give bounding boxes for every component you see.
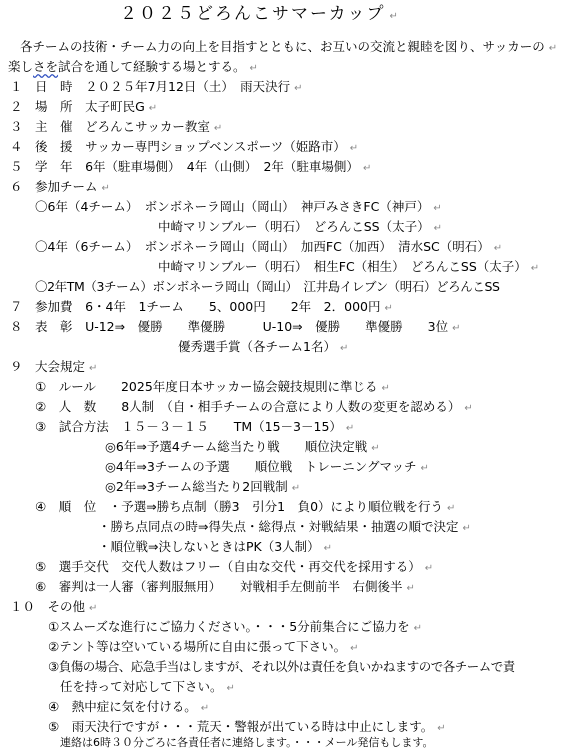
other-line: ④ 熱中症に気を付ける。 ↵: [48, 699, 210, 714]
intro-line-2: 楽しさを試合を通して経験する場とする。 ↵: [8, 59, 258, 74]
other-line: 連絡は6時３０分ごろに各責任者に連絡します。・・・メール発信もします。: [60, 736, 434, 749]
method-detail: ◎4年⇒3チームの予選 順位戦 トレーニングマッチ ↵: [105, 459, 429, 474]
awards-mvp: 優秀選手賞（各チーム1名） ↵: [178, 339, 349, 354]
item-fee: ７ 参加費 6・4年 1チーム 5、000円 2年 2．000円 ↵: [10, 299, 393, 314]
ranking-detail: ・順位戦⇒決しないときはPK（3人制） ↵: [98, 539, 333, 554]
other-line: ⑤ 雨天決行ですが・・・荒天・警報が出ている時は中止にします。 ↵: [48, 719, 446, 734]
rules-heading: ９ 大会規定 ↵: [10, 359, 98, 374]
players-line: ② 人 数 8人制 （自・相手チームの合意により人数の変更を認める） ↵: [35, 399, 473, 414]
item-awards: ８ 表 彰 U-12⇒ 優勝 準優勝 U-10⇒ 優勝 準優勝 3位 ↵: [10, 319, 461, 334]
participants-row: 〇4年（6チーム） ボンボネーラ岡山（岡山） 加西FC（加西） 清水SC（明石） ↵: [35, 239, 503, 254]
spell-check-underline: さを: [33, 59, 59, 74]
method-detail: ◎2年⇒3チーム総当たり2回戦制 ↵: [105, 479, 301, 494]
ranking-line: ④ 順 位 ・予選⇒勝ち点制（勝3 引分1 負0）により順位戦を行う ↵: [35, 499, 456, 514]
participants-row: 〇6年（4チーム） ボンボネーラ岡山（岡山） 神戸みさきFC（神戸） ↵: [35, 199, 442, 214]
other-line: ②テント等は空いている場所に自由に張って下さい。 ↵: [48, 639, 359, 654]
item-grades: ５ 学 年 6年（駐車場側） 4年（山側） 2年（駐車場側） ↵: [10, 159, 372, 174]
item-date: １ 日 時 ２０２５年7月12日（土） 雨天決行 ↵: [10, 79, 303, 94]
other-heading: １０ その他 ↵: [10, 599, 98, 614]
other-line: ③負傷の場合、応急手当はしますが、それ以外は責任を負いかねますので各チームで責: [48, 659, 515, 674]
participants-row: 〇2年TM（3チーム）ボンボネーラ岡山（岡山） 江井島イレブン（明石）どろんこSS: [35, 279, 500, 294]
participants-heading: ６ 参加チーム ↵: [10, 179, 110, 194]
participants-row: 中崎マリンブルー（明石） 相生FC（相生） どろんこSS（太子） ↵: [158, 259, 540, 274]
method-detail: ◎6年⇒予選4チーム総当たり戦 順位決定戦 ↵: [105, 439, 380, 454]
referee-line: ⑥ 審判は一人審（審判服無用） 対戦相手左側前半 右側後半 ↵: [35, 579, 415, 594]
intro-line-1: 各チームの技術・チーム力の向上を目指すとともに、お互いの交流と親睦を図り、サッカーの ↵: [20, 39, 558, 54]
participants-row: 中崎マリンブルー（明石） どろんこSS（太子） ↵: [158, 219, 443, 234]
item-organizer: ３ 主 催 どろんこサッカー教室 ↵: [10, 119, 223, 134]
method-line: ③ 試合方法 １５－３－１５ TM（15－3－15） ↵: [35, 419, 355, 434]
rule-line: ① ルール 2025年度日本サッカー協会競技規則に準じる ↵: [35, 379, 390, 394]
subs-line: ⑤ 選手交代 交代人数はフリー（自由な交代・再交代を採用する） ↵: [35, 559, 434, 574]
ranking-detail: ・勝ち点同点の時⇒得失点・総得点・対戦結果・抽選の順で決定 ↵: [98, 519, 471, 534]
other-line: ①スムーズな進行にご協力ください。・・・5分前集合にご協力を ↵: [48, 619, 423, 634]
document-title: ２０２５どろんこサマーカップ ↵: [120, 4, 400, 24]
other-line: 任を持って対応して下さい。 ↵: [60, 679, 235, 694]
item-venue: ２ 場 所 太子町民G ↵: [10, 99, 158, 114]
item-sponsor: ４ 後 援 サッカー専門ショップベンスポーツ（姫路市） ↵: [10, 139, 359, 154]
